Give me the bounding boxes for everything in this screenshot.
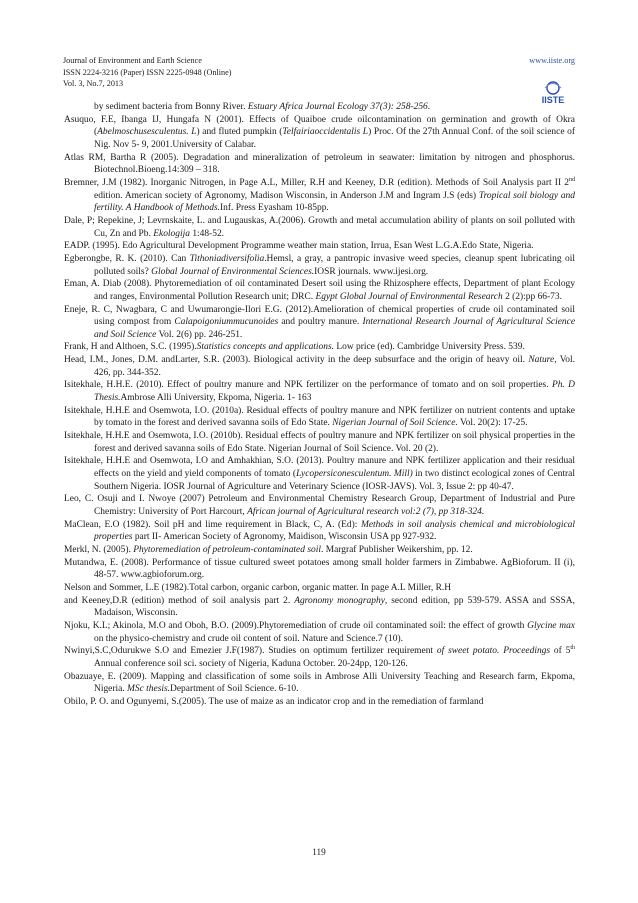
reference-text: edition. American society of Agronomy, Madison Wisconsin, in Anderson J.M and Ingram J.S (eds): [94, 190, 479, 201]
reference-text: 2 (2):pp 66-73.: [502, 291, 562, 302]
logo-text: IISTE: [541, 95, 565, 105]
italic-text: Telfairiaoccidentalis L: [282, 127, 369, 138]
reference-text: Inf. Press Eyasham 10-85pp.: [220, 203, 329, 214]
reference-text: Isitekhale, H.H.E. (2010). Effect of poultry manure and NPK fertilizer on the performance of tomato and on soil properties.: [64, 380, 552, 391]
reference-list: [64, 101, 575, 709]
italic-text: Statistics concepts and applications.: [196, 342, 334, 353]
italic-text: Egypt Global Journal of Environmental Research: [315, 291, 503, 302]
italic-text: African journal of Agricultural research vol:2 (7), pp 318-324.: [247, 507, 485, 517]
reference-text: IOSR journals. www.ijesi.org.: [314, 266, 429, 277]
reference-entry: [64, 455, 575, 493]
reference-text: Frank, H and Althoen, S.C. (1995).: [64, 342, 197, 353]
reference-entry: [64, 645, 575, 670]
reference-text: Bremner, J.M (1982). Inorganic Nitrogen, in Page A.L, Miller, R.H and Keeney, D.R (edition). Methods of Soil Analysis part II 2: [64, 177, 569, 188]
reference-text: Nwinyi,S.C,Odurukwe S.O and Emezier J.F(1987). Studies on optimum fertilizer requirement: [64, 646, 437, 657]
reference-text: Merkl, N. (2005).: [64, 544, 134, 555]
reference-text: Obazuaye, E. (2009). Mapping and classification of some soils in Ambrose Alli University Teaching and Research farm, Ekpoma, Nigeria.: [64, 671, 575, 695]
reference-text: on the physico-chemistry and crude oil content of soil. Nature and Science.7 (10).: [94, 633, 403, 644]
italic-text: Phytoremediation of petroleum-contaminated soil: [133, 544, 321, 555]
italic-text: Ph. D Thesis.: [94, 380, 575, 404]
reference-text: Nelson and Sommer, L.E (1982).Total carbon, organic carbon, organic matter. In page A.L Miller, R.H: [64, 582, 452, 593]
reference-text: Isitekhale, H.H.E and Osemwota, I.O. (2010a). Residual effects of poultry manure and NPK fertilizer on nutrient contents and uptake by tomato in the forest and derived savanna soils of Edo State.: [64, 405, 575, 429]
reference-entry: [64, 253, 575, 278]
italic-text: Glycine max: [527, 620, 575, 631]
reference-entry: [64, 177, 575, 215]
reference-text: Isitekhale, H.H.E and Osemwota, I.O and Amhakhian, S.O. (2013). Poultry manure and NPK fertilizer application and their residual effects on the yield and yield components of tomato (: [64, 456, 575, 480]
journal-title: Journal of Environment and Earth Science: [63, 56, 202, 65]
reference-text: in two distinct ecological zones of Central Southern Nigeria. IOSR Journal of Agriculture and Veterinary Science (IOSR-JAVS). Vol. 3, Issue 2: pp 40-47.: [94, 469, 575, 492]
reference-entry: [64, 152, 575, 177]
reference-text: 1:48-52.: [189, 228, 225, 239]
reference-text: Isitekhale, H.H.E and Osemwota, I.O. (2010b). Residual effects of poultry manure and NPK fertilizer on soil physical properties in the forest and derived savanna soils of Edo State. Nigerian Journal of Soil Science. Vol. 20 (2).: [64, 431, 575, 454]
reference-text: Ambrose Alli University, Ekpoma, Nigeria. 1- 163: [120, 393, 312, 404]
reference-text: Vol. 426, pp. 344-352.: [94, 355, 575, 378]
reference-entry: [64, 215, 575, 240]
reference-entry: [64, 671, 575, 696]
italic-text: Abelmoschusesculentus. L: [97, 127, 197, 138]
reference-text: part II- American Society of Agronomy, Maidison, Wisconsin USA pp 927-932.: [132, 532, 437, 543]
italic-text: Agronomy monography: [294, 595, 385, 606]
page-header: [63, 55, 575, 105]
reference-text: Leo, C. Osuji and I. Nwoye (2007) Petroleum and Environmental Chemistry Research Group, Department of Industrial and Pure Chemistry: University of Port Harcourt,: [64, 494, 575, 517]
reference-entry: [64, 114, 575, 152]
italic-text: International Research Journal of Agricultural Science and Soil Science: [94, 317, 576, 340]
italic-text: Ekologija: [153, 228, 190, 239]
reference-text: Obilo, P. O. and Ogunyemi, S.(2005). The use of maize as an indicator crop and in the remediation of farmland: [64, 696, 484, 707]
reference-entry: [64, 405, 575, 430]
reference-entry: [64, 696, 575, 709]
reference-text: Mutandwa, E. (2008). Performance of tissue cultured sweet potatoes among small holder farmers in Zimbabwe. AgBioforum. II (i), 48-57. www.agbioforum.org.: [64, 557, 575, 581]
reference-entry: [64, 544, 575, 557]
italic-text: Methods in soil analysis chemical and microbiological properties: [94, 519, 575, 543]
italic-text: Tropical soil biology and fertility. A Handbook of Methods.: [94, 190, 575, 214]
italic-text: Lycopersiconesculentum. Mill): [296, 469, 413, 480]
reference-text: Vol. 2(6) pp. 246-251.: [156, 329, 243, 340]
reference-text: Department of Soil Science. 6-10.: [170, 684, 299, 695]
reference-entry: [64, 304, 575, 342]
reference-text: Njoku, K.L; Akinola, M.O and Oboh, B.O. (2009).Phytoremediation of crude oil contaminated soil: the effect of growth: [64, 620, 528, 631]
reference-entry: [64, 620, 575, 645]
superscript: th: [570, 645, 576, 652]
page-number: 119: [312, 847, 326, 857]
reference-entry: [64, 430, 575, 455]
italic-text: MSc thesis.: [127, 684, 171, 695]
reference-text: and poultry manure.: [278, 317, 363, 328]
reference-text: and Keeney,D.R (edition) method of soil analysis part 2.: [64, 595, 295, 606]
reference-text: by sediment bacteria from Bonny River.: [94, 102, 248, 112]
italic-text: Global Journal of Environmental Sciences.: [151, 266, 315, 277]
reference-text: ) Proc. Of the 27th Annual Conf. of the soil science of Nig. Nov 5- 9, 2001.University of Calabar.: [94, 127, 575, 150]
superscript: nd: [569, 176, 575, 183]
reference-text: MaClean, E.O (1982). Soil pH and lime requirement in Black, C, A. (Ed):: [64, 519, 361, 530]
italic-text: of sweet potato. Proceedings: [436, 646, 551, 657]
reference-entry: [64, 101, 575, 114]
reference-text: Dale, P; Repekine, J; Levrnskaite, L. and Lugauskas, A.(2006). Growth and metal accumulation ability of plants on soil polluted with Cu, Zn and Pb.: [64, 215, 575, 239]
reference-entry: [64, 557, 575, 582]
italic-text: Nigerian Journal of Soil Science.: [332, 418, 458, 429]
reference-entry: [64, 379, 575, 404]
reference-text: Vol. 20(2): 17-25.: [457, 418, 528, 429]
reference-text: .Hemsl, a gray, a pantropic invasive weed species, cleanup spent lubricating oil polluted soils?: [94, 253, 575, 277]
reference-entry: [64, 354, 575, 379]
reference-text: of 5: [550, 646, 571, 657]
journal-url-link[interactable]: www.iiste.org: [529, 56, 575, 65]
reference-entry: [64, 240, 575, 253]
reference-text: Asuquo, F.E, Ibanga IJ, Hungafa N (2001). Effects of Quaiboe crude oilcontamination on germination and growth of Okra (: [64, 114, 575, 138]
reference-text: Atlas RM, Bartha R (2005). Degradation and mineralization of petroleum in seawater: limitation by nitrogen and phosphorus. Biotechnol.Bioeng.14:309 – 318.: [64, 152, 575, 176]
reference-entry: [64, 582, 575, 595]
reference-text: . Margraf Publisher Weikershim, pp. 12.: [320, 544, 473, 555]
reference-text: .: [427, 102, 431, 112]
journal-issn: ISSN 2224-3216 (Paper) ISSN 2225-0948 (Online): [63, 67, 232, 77]
reference-text: Head, I.M., Jones, D.M. andLarter, S.R. (2003). Biological activity in the deep subsurface and the origin of heavy oil.: [64, 355, 529, 366]
reference-text: , second edition, pp 539-579. ASSA and SSSA, Madaison, Wisconsin.: [94, 595, 575, 619]
italic-text: Tithoniadiversifolia: [189, 253, 265, 264]
italic-text: Calapoigoniummucunoides: [174, 317, 279, 328]
italic-text: Estuary Africa Journal Ecology 37(3): 258-256: [247, 102, 428, 112]
reference-entry: [64, 341, 575, 354]
italic-text: Nature,: [528, 355, 557, 366]
reference-text: Low price (ed). Cambridge University Press. 539.: [334, 342, 525, 353]
reference-text: EADP. (1995). Edo Agricultural Development Programme weather main station, Irrua, Esan West L.G.A.Edo State, Nigeria.: [64, 241, 534, 252]
reference-entry: [64, 519, 575, 544]
reference-entry: [64, 595, 575, 620]
reference-text: Egberongbe, R. K. (2010). Can: [64, 253, 190, 264]
journal-volume: Vol. 3, No.7, 2013: [63, 79, 124, 89]
reference-text: ) and fluted pumpkin (: [196, 127, 283, 138]
reference-text: Eman, A. Diab (2008). Phytoremediation of oil contaminated Desert soil using the Rhizosphere effects, Department of plant Ecology and ranges, Environmental Pollution Research unit; DRC.: [64, 279, 575, 302]
reference-text: Eneje, R. C, Nwagbara, C and Uwumarongie-Ilori E.G. (2012).Amelioration of chemical properties of crude oil contaminated soil using compost from: [64, 304, 575, 328]
reference-text: Annual conference soil sci. society of Nigeria, Kaduna October. 20-24pp, 120-126.: [94, 658, 408, 669]
reference-entry: [64, 493, 575, 518]
reference-entry: [64, 278, 575, 303]
